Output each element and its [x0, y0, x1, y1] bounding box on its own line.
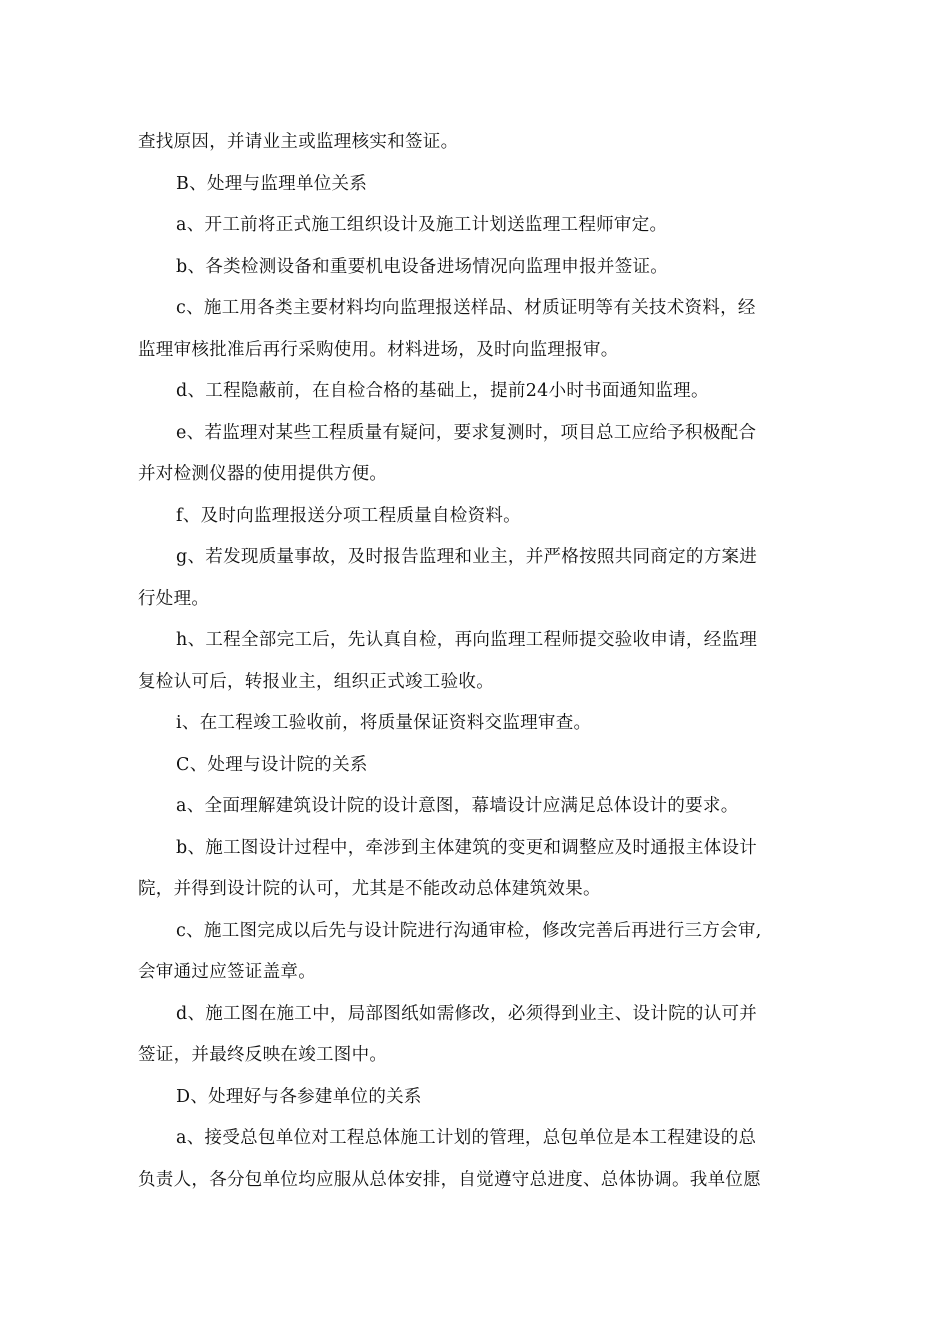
text-line: 查找原因，并请业主或监理核实和签证。 [138, 132, 459, 152]
text-line: 签证，并最终反映在竣工图中。 [138, 1045, 388, 1065]
list-item-c: c、施工用各类主要材料均向监理报送样品、材质证明等有关技术资料，经 [176, 298, 756, 318]
document-page [138, 122, 810, 1201]
text-line: 复检认可后，转报业主，组织正式竣工验收。 [138, 671, 494, 692]
list-item-c: c、施工图完成以后先与设计院进行沟通审检，修改完善后再进行三方会审, [176, 920, 762, 941]
list-item-i: i、在工程竣工验收前，将质量保证资料交监理审查。 [176, 713, 592, 733]
section-heading-b: B、处理与监理单位关系 [176, 173, 368, 194]
list-item-d: d、工程隐蔽前，在自检合格的基础上，提前24小时书面通知监理。 [176, 381, 709, 401]
text-line: 院，并得到设计院的认可，尤其是不能改动总体建筑效果。 [138, 879, 601, 899]
section-heading-d: D、处理好与各参建单位的关系 [176, 1086, 422, 1107]
list-item-a: a、接受总包单位对工程总体施工计划的管理，总包单位是本工程建设的总 [176, 1128, 757, 1148]
list-item-h: h、工程全部完工后，先认真自检，再向监理工程师提交验收申请，经监理 [176, 630, 758, 650]
list-item-d: d、施工图在施工中，局部图纸如需修改，必须得到业主、设计院的认可并 [176, 1003, 758, 1024]
list-item-e: e、若监理对某些工程质量有疑问，要求复测时，项目总工应给予积极配合 [176, 422, 757, 443]
list-item-b: b、施工图设计过程中，牵涉到主体建筑的变更和调整应及时通报主体设计 [176, 837, 758, 858]
text-line: 会审通过应签证盖章。 [138, 962, 316, 982]
list-item-a: a、全面理解建筑设计院的设计意图，幕墙设计应满足总体设计的要求。 [176, 796, 739, 816]
section-heading-c: C、处理与设计院的关系 [176, 754, 368, 775]
list-item-f: f、及时向监理报送分项工程质量自检资料。 [176, 505, 521, 526]
text-line: 监理审核批准后再行采购使用。材料进场，及时向监理报审。 [138, 339, 619, 360]
text-line: 并对检测仪器的使用提供方便。 [138, 464, 388, 484]
text-line: 负责人，各分包单位均应服从总体安排，自觉遵守总进度、总体协调。我单位愿 [138, 1169, 761, 1190]
list-item-b: b、各类检测设备和重要机电设备进场情况向监理申报并签证。 [176, 256, 669, 277]
text-line: 行处理。 [138, 588, 210, 609]
list-item-g: g、若发现质量事故，及时报告监理和业主，并严格按照共同商定的方案进 [176, 547, 758, 567]
list-item-a: a、开工前将正式施工组织设计及施工计划送监理工程师审定。 [176, 215, 668, 235]
